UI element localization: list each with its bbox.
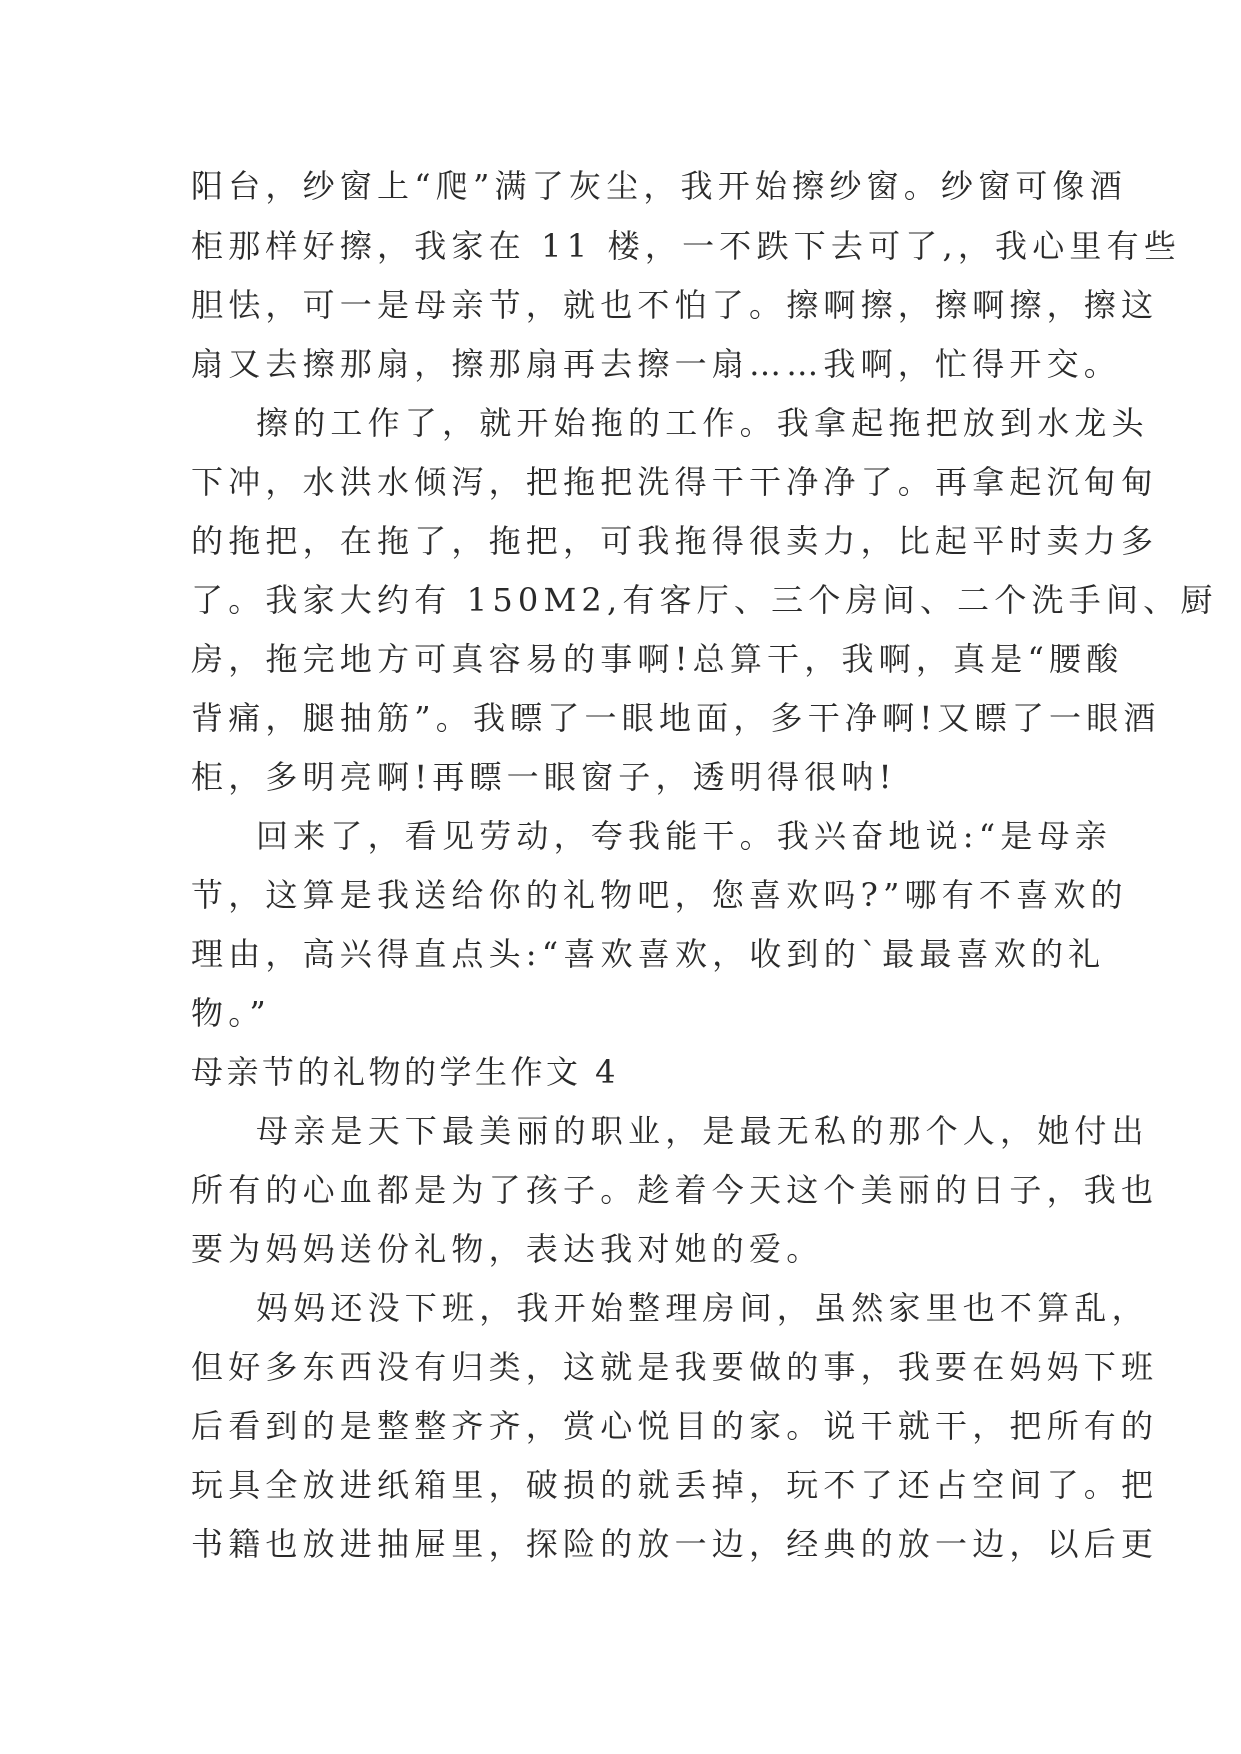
text-line: 下冲，水洪水倾泻，把拖把洗得干干净净了。再拿起沉甸甸 (191, 463, 1159, 501)
text-line: 胆怯，可一是母亲节，就也不怕了。擦啊擦，擦啊擦，擦这 (191, 286, 1159, 324)
text-line: 柜那样好擦，我家在 11 楼，一不跌下去可了,，我心里有些 (191, 227, 1182, 265)
text-line: 节，这算是我送给你的礼物吧，您喜欢吗?”哪有不喜欢的 (191, 876, 1128, 914)
text-line: 扇又去擦那扇，擦那扇再去擦一扇……我啊，忙得开交。 (191, 345, 1122, 383)
text-line: 房，拖完地方可真容易的事啊!总算干，我啊，真是“腰酸 (191, 640, 1124, 678)
text-line: 但好多东西没有归类，这就是我要做的事，我要在妈妈下班 (191, 1348, 1159, 1386)
text-line: 擦的工作了，就开始拖的工作。我拿起拖把放到水龙头 (256, 404, 1149, 442)
text-line: 物。” (191, 994, 271, 1032)
text-line: 的拖把，在拖了，拖把，可我拖得很卖力，比起平时卖力多 (191, 522, 1159, 560)
text-line: 后看到的是整整齐齐，赏心悦目的家。说干就干，把所有的 (191, 1407, 1159, 1445)
section-heading: 母亲节的礼物的学生作文 4 (191, 1053, 620, 1091)
text-line: 回来了，看见劳动，夸我能干。我兴奋地说:“是母亲 (256, 817, 1112, 855)
text-line: 要为妈妈送份礼物，表达我对她的爱。 (191, 1230, 824, 1268)
text-line: 阳台，纱窗上“爬”满了灰尘，我开始擦纱窗。纱窗可像酒 (191, 167, 1127, 205)
text-line: 书籍也放进抽屉里，探险的放一边，经典的放一边，以后更 (191, 1525, 1159, 1563)
text-line: 玩具全放进纸箱里，破损的就丢掉，玩不了还占空间了。把 (191, 1466, 1159, 1504)
text-line: 妈妈还没下班，我开始整理房间，虽然家里也不算乱， (256, 1289, 1149, 1327)
text-line: 母亲是天下最美丽的职业，是最无私的那个人，她付出 (256, 1112, 1149, 1150)
text-line: 柜，多明亮啊!再瞟一眼窗子，透明得很呐! (191, 758, 897, 796)
text-line: 理由，高兴得直点头:“喜欢喜欢，收到的`最最喜欢的礼 (191, 935, 1106, 973)
text-line: 背痛，腿抽筋”。我瞟了一眼地面，多干净啊!又瞟了一眼酒 (191, 699, 1161, 737)
text-line: 所有的心血都是为了孩子。趁着今天这个美丽的日子，我也 (191, 1171, 1159, 1209)
text-line: 了。我家大约有 150M2,有客厅、三个房间、二个洗手间、厨 (191, 581, 1218, 619)
